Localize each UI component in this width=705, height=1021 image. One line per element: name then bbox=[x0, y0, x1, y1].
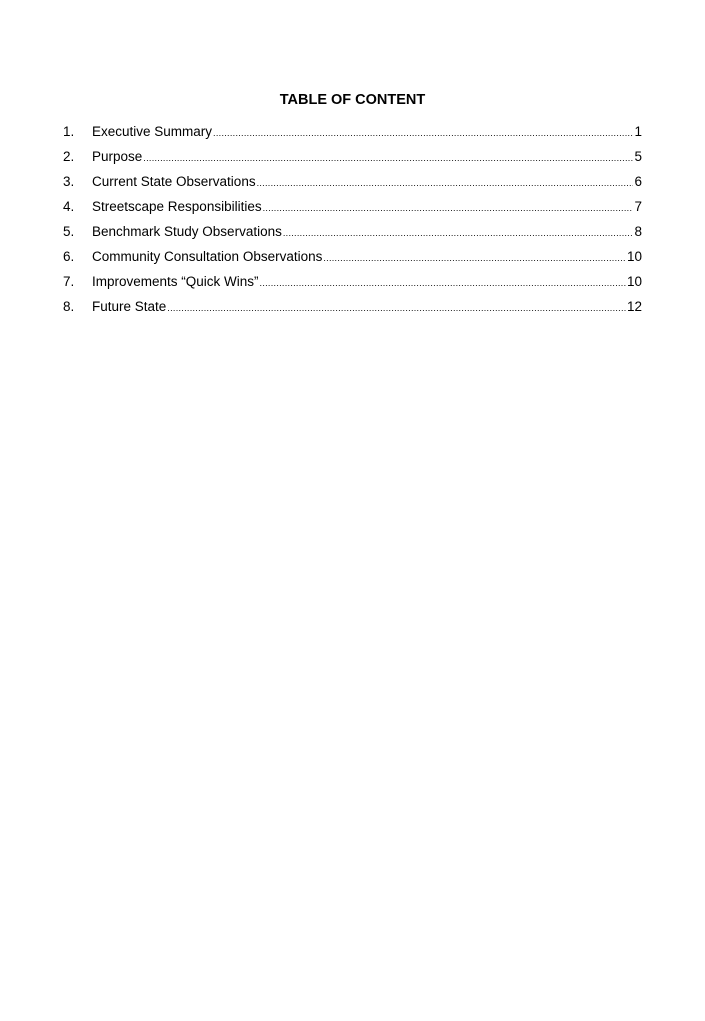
toc-dot-leader bbox=[260, 273, 626, 293]
toc-entry-number: 4. bbox=[63, 199, 75, 214]
toc-entry[interactable] bbox=[63, 197, 642, 222]
toc-entry-number: 5. bbox=[63, 224, 75, 239]
toc-entry-label: Streetscape Responsibilities bbox=[92, 199, 262, 214]
toc-dot-leader bbox=[257, 173, 634, 193]
toc-entry-number: 1. bbox=[63, 124, 75, 139]
toc-entry-number: 2. bbox=[63, 149, 75, 164]
toc-entry-label: Future State bbox=[92, 299, 167, 314]
toc-entry[interactable] bbox=[63, 222, 642, 247]
toc-entry-page: 7 bbox=[634, 199, 642, 214]
toc-dot-leader bbox=[167, 298, 626, 318]
toc-list bbox=[63, 122, 642, 322]
toc-entry-label: Improvements “Quick Wins” bbox=[92, 274, 259, 289]
toc-entry-label: Current State Observations bbox=[92, 174, 256, 189]
toc-entry-page: 10 bbox=[626, 249, 642, 264]
toc-entry-label: Benchmark Study Observations bbox=[92, 224, 282, 239]
toc-entry-label: Purpose bbox=[92, 149, 143, 164]
toc-entry-label: Executive Summary bbox=[92, 124, 213, 139]
toc-entry-page: 5 bbox=[634, 149, 642, 164]
toc-entry-page: 1 bbox=[634, 124, 642, 139]
toc-dot-leader bbox=[143, 148, 633, 168]
toc-entry[interactable] bbox=[63, 172, 642, 197]
toc-entry-number: 8. bbox=[63, 299, 75, 314]
toc-entry-page: 10 bbox=[626, 274, 642, 289]
toc-entry-number: 7. bbox=[63, 274, 75, 289]
toc-entry[interactable] bbox=[63, 147, 642, 172]
toc-dot-leader bbox=[263, 198, 634, 218]
toc-entry-number: 6. bbox=[63, 249, 75, 264]
toc-entry-page: 6 bbox=[634, 174, 642, 189]
toc-entry-number: 3. bbox=[63, 174, 75, 189]
toc-entry[interactable] bbox=[63, 272, 642, 297]
toc-entry-page: 8 bbox=[634, 224, 642, 239]
toc-entry[interactable] bbox=[63, 297, 642, 322]
toc-entry-label: Community Consultation Observations bbox=[92, 249, 323, 264]
toc-entry[interactable] bbox=[63, 247, 642, 272]
toc-entry-page: 12 bbox=[626, 299, 642, 314]
toc-dot-leader bbox=[283, 223, 634, 243]
toc-dot-leader bbox=[323, 248, 626, 268]
toc-entry[interactable] bbox=[63, 122, 642, 147]
toc-title: TABLE OF CONTENT bbox=[279, 92, 426, 108]
toc-dot-leader bbox=[213, 123, 633, 143]
